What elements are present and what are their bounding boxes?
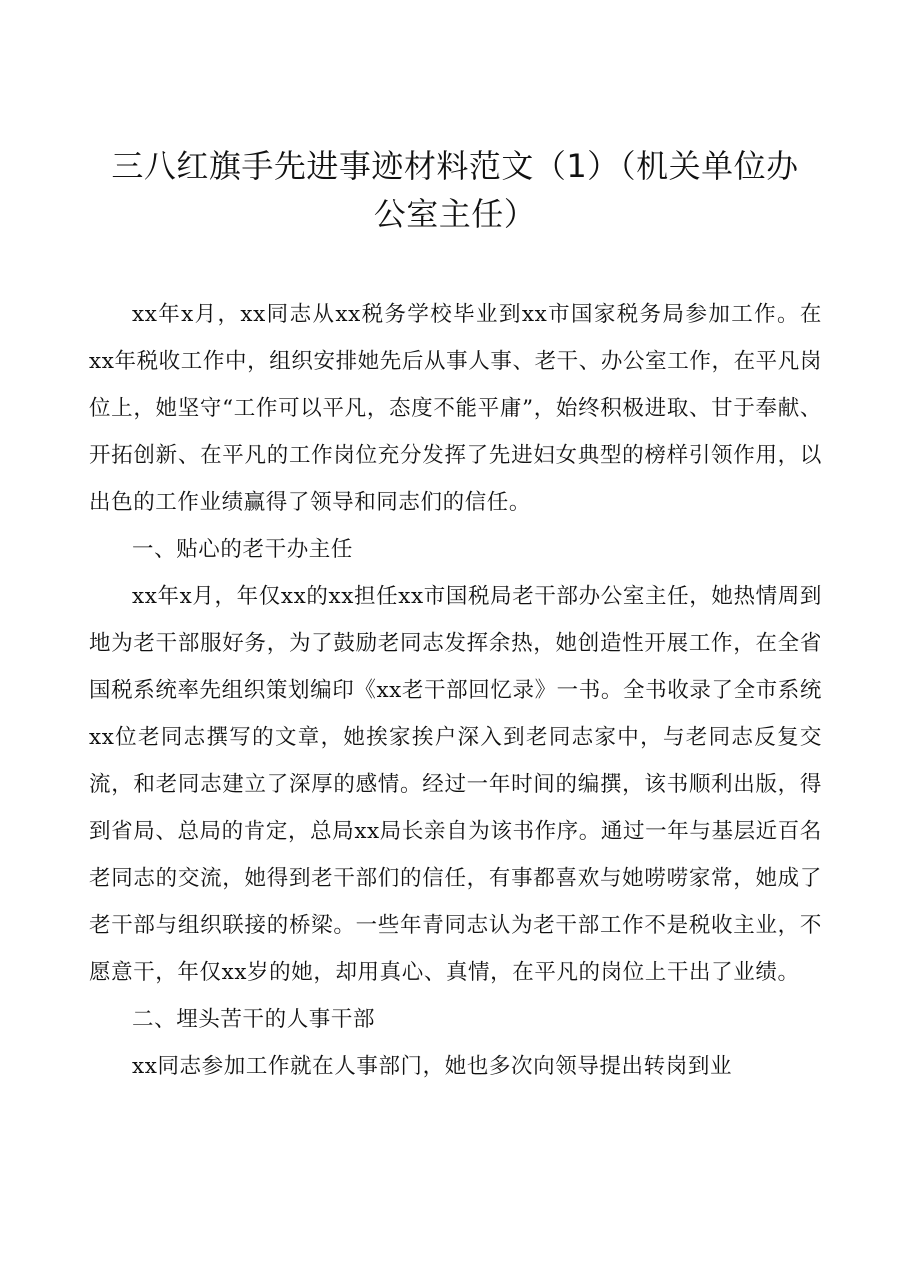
intro-paragraph: xx年x月，xx同志从xx税务学校毕业到xx市国家税务局参加工作。在xx年税收工作中，组织安排她先后从事人事、老干、办公室工作，在平凡岗位上，她坚守“工作可以平凡，态度不能平庸”，始终积极进取、甘于奉献、开拓创新、在平凡的工作岗位充分发挥了先进妇女典型的榜样引领作用，以出色的工作业绩赢得了领导和同志们的信任。 bbox=[89, 302, 822, 515]
title-line-2: 公室主任） bbox=[373, 195, 537, 233]
title-line-1: 三八红旗手先进事迹材料范文（1）（机关单位办 bbox=[111, 147, 799, 185]
section-heading-2: 二、埋头苦干的人事干部 bbox=[132, 1007, 376, 1032]
document-body bbox=[89, 291, 822, 1090]
section-heading-1: 一、贴心的老干办主任 bbox=[132, 537, 354, 562]
document-title bbox=[80, 142, 830, 238]
section-2-paragraph: xx同志参加工作就在人事部门，她也多次向领导提出转岗到业 bbox=[132, 1054, 733, 1079]
section-1-paragraph: xx年x月，年仅xx的xx担任xx市国税局老干部办公室主任，她热情周到地为老干部服好务，为了鼓励老同志发挥余热，她创造性开展工作，在全省国税系统率先组织策划编印《xx老干部回忆录》一书。全书收录了全市系统xx位老同志撰写的文章，她挨家挨户深入到老同志家中，与老同志反复交流，和老同志建立了深厚的感情。经过一年时间的编撰，该书顺利出版，得到省局、总局的肯定，总局xx局长亲自为该书作序。通过一年与基层近百名老同志的交流，她得到老干部们的信任，有事都喜欢与她唠唠家常，她成了老干部与组织联接的桥梁。一些年青同志认为老干部工作不是税收主业，不愿意干，年仅xx岁的她，却用真心、真情，在平凡的岗位上干出了业绩。 bbox=[89, 584, 822, 985]
